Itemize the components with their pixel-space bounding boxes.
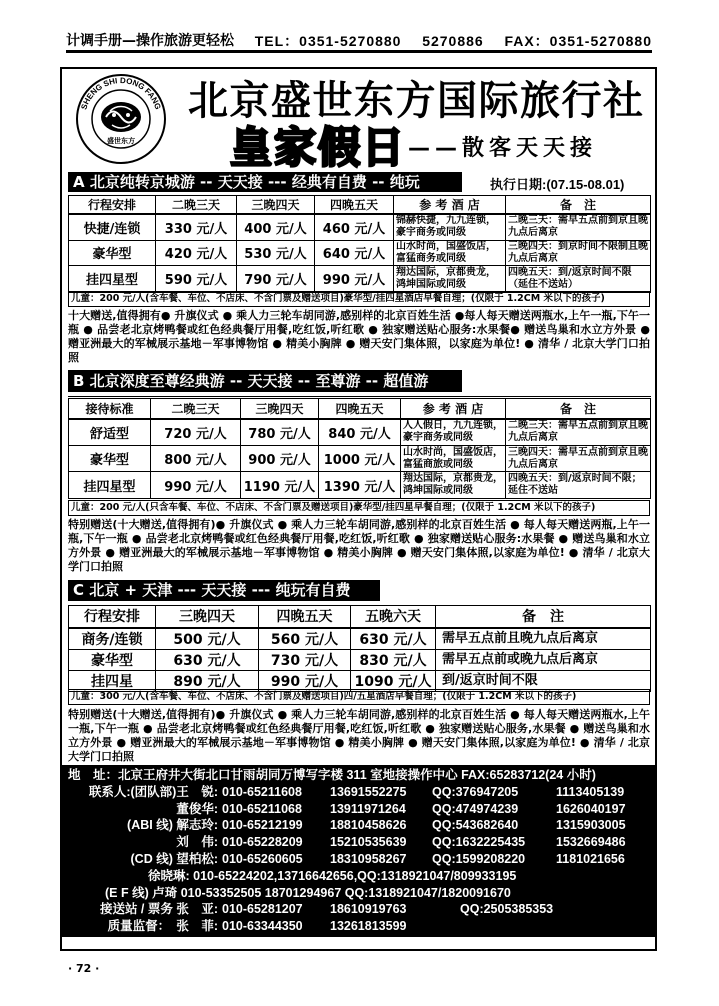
section-a-banner: A 北京纯转京城游 -- 天天接 --- 经典有自费 -- 纯玩 bbox=[68, 172, 462, 192]
price-cell: 630 元/人 bbox=[156, 649, 259, 670]
remark-cell: 三晚四天：需早五点前到京且晚九点后离京 bbox=[506, 446, 651, 472]
contact-phone: 010-63344350 bbox=[222, 919, 303, 934]
room-type: 豪华型 bbox=[69, 240, 156, 265]
col-header: 备 注 bbox=[506, 196, 651, 215]
contact-phone: 010-65281207 bbox=[222, 902, 303, 917]
contact-qq: QQ:474974239 bbox=[432, 801, 519, 816]
remark-cell: 四晚五天：到/返京时间不限；延住不送站 bbox=[506, 472, 651, 499]
col-header: 四晚五天 bbox=[259, 606, 351, 628]
header-tel: TEL：0351-5270880 bbox=[254, 33, 402, 49]
table-row bbox=[69, 628, 651, 650]
contact-qq-extra: 1113405139 bbox=[556, 784, 625, 799]
table-row bbox=[69, 419, 651, 446]
hotel-cell: 锦赫快捷，九九连锁，豪宇商务或同级 bbox=[394, 214, 506, 240]
contact-mobile: 13911971264 bbox=[330, 801, 406, 816]
children-note-c: 儿童：300 元/人(含车餐、车位、不店床、不含门票及赠送项目)四/五星酒店早餐自理；(仅限于 1.2CM 米以下的孩子) bbox=[68, 689, 650, 705]
contact-qq: QQ:376947205 bbox=[432, 784, 519, 799]
contact-label: 质量监督： 张 菲: bbox=[107, 919, 218, 934]
price-cell: 990 元/人 bbox=[151, 472, 241, 499]
contact-label: (CD 线) 望柏松: bbox=[130, 851, 218, 866]
col-header: 行程安排 bbox=[69, 606, 156, 628]
agency-name: 北京盛世东方国际旅行社 bbox=[188, 78, 645, 124]
price-cell: 400 元/人 bbox=[237, 214, 315, 240]
slogan-sub: ——散客天天接 bbox=[408, 136, 598, 161]
col-header: 接待标准 bbox=[69, 398, 151, 419]
price-cell: 630 元/人 bbox=[351, 628, 436, 650]
table-row bbox=[69, 472, 651, 499]
hotel-cell: 山水时尚，国盛饭店，富猛商旅或同级 bbox=[401, 446, 506, 472]
contact-qq: QQ:543682640 bbox=[432, 818, 519, 833]
col-header: 四晚五天 bbox=[319, 398, 401, 419]
remark-cell: 二晚三天：需早五点前到京且晚九点后离京 bbox=[506, 214, 651, 240]
price-cell: 560 元/人 bbox=[259, 628, 351, 650]
col-header: 三晚四天 bbox=[237, 196, 315, 215]
price-cell: 730 元/人 bbox=[259, 649, 351, 670]
col-header: 行程安排 bbox=[69, 196, 156, 215]
room-type: 挂四星 bbox=[69, 670, 156, 691]
contact-qq-extra: 1181021656 bbox=[556, 851, 625, 866]
price-table-a bbox=[68, 195, 651, 293]
price-cell: 1390 元/人 bbox=[319, 472, 401, 499]
col-header: 备 注 bbox=[436, 606, 651, 628]
gifts-b: 特别赠送(十大赠送,值得拥有)● 升旗仪式 ● 乘人力三轮车胡同游,感别样的北京百姓生活 ● 每人每天赠送两瓶,上午一瓶,下午一瓶 ● 品尝老北京烤鸭餐或红色经典餐厅用餐,吃红饭,听红歌 ● 独家赠送贴心服务:水果餐 ● 赠送鸟巢和水立方外景 ● 赠亚洲最大的军械展示基地－军事博物馆 ● 精美小胸牌 ● 赠天安门集体照,以家庭为单位! ● 清华 / 北京大学门口拍照 bbox=[68, 518, 650, 573]
price-table-b bbox=[68, 396, 651, 499]
price-cell: 1190 元/人 bbox=[241, 472, 319, 499]
contact-row-quality bbox=[68, 918, 655, 935]
children-note-a: 儿童：200 元/人(含车餐、车位、不店床、不含门票及赠送项目)豪华型/挂四星酒店早餐自理；(仅限于 1.2CM 米以下的孩子) bbox=[68, 291, 650, 307]
contact-row bbox=[68, 868, 655, 885]
room-type: 快捷/连锁 bbox=[69, 214, 156, 240]
price-cell: 990 元/人 bbox=[315, 265, 394, 292]
hotel-cell: 山水时尚，国盛饭店，富猛商务或同级 bbox=[394, 240, 506, 265]
price-cell: 800 元/人 bbox=[151, 446, 241, 472]
contact-qq-extra: 1626040197 bbox=[556, 801, 626, 816]
remark-cell: 二晚三天：需早五点前到京且晚九点后离京 bbox=[506, 419, 651, 446]
contact-line-lu: (E F 线) 卢琦 010-53352505 18701294967 QQ:1318921047/1820091670 bbox=[105, 885, 511, 900]
contact-box bbox=[62, 765, 655, 937]
header-fax: FAX：0351-5270880 bbox=[504, 33, 652, 49]
price-cell: 1000 元/人 bbox=[319, 446, 401, 472]
col-header: 参 考 酒 店 bbox=[401, 398, 506, 419]
contact-qq: QQ:1632225435 bbox=[432, 835, 526, 850]
contact-mobile: 18810458626 bbox=[330, 818, 407, 833]
price-cell: 790 元/人 bbox=[237, 265, 315, 292]
table-row bbox=[69, 649, 651, 670]
contact-mobile: 13261813599 bbox=[330, 919, 407, 934]
remark-cell: 需早五点前或晚九点后离京 bbox=[436, 649, 651, 670]
hotel-cell: 翔达国际，京都贵龙，鸿坤国际或同级 bbox=[394, 265, 506, 292]
hotel-cell: 人人假日，九九连锁，豪宇商务或同级 bbox=[401, 419, 506, 446]
page-number: · 72 · bbox=[68, 962, 100, 975]
col-header: 备 注 bbox=[506, 398, 651, 419]
hotel-cell: 翔达国际，京都贵龙，鸿坤国际或同级 bbox=[401, 472, 506, 499]
logo-ring-text: SHENG SHI DONG FANG bbox=[79, 75, 163, 111]
contact-row bbox=[68, 801, 655, 818]
address-line bbox=[68, 767, 655, 784]
slogan-main: 皇家假日 bbox=[230, 123, 407, 172]
price-cell: 830 元/人 bbox=[351, 649, 436, 670]
col-header: 三晚四天 bbox=[156, 606, 259, 628]
contact-row bbox=[68, 817, 655, 834]
price-cell: 720 元/人 bbox=[151, 419, 241, 446]
logo-seal-text: 盛世东方 bbox=[107, 137, 135, 145]
section-c-banner: C 北京 + 天津 --- 天天接 --- 纯玩有自费 bbox=[68, 580, 380, 601]
col-header: 参 考 酒 店 bbox=[394, 196, 506, 215]
col-header: 二晚三天 bbox=[156, 196, 237, 215]
contact-row bbox=[68, 834, 655, 851]
remark-cell: 需早五点前且晚九点后离京 bbox=[436, 628, 651, 650]
contact-label: 接送站 / 票务 张 亚: bbox=[99, 902, 218, 917]
table-row bbox=[69, 670, 651, 691]
price-cell: 840 元/人 bbox=[319, 419, 401, 446]
contact-mobile: 18310958267 bbox=[330, 851, 407, 866]
table-row bbox=[69, 214, 651, 240]
price-cell: 330 元/人 bbox=[156, 214, 237, 240]
contact-label: (ABI 线) 解志玲: bbox=[127, 818, 218, 833]
table-row bbox=[69, 446, 651, 472]
price-cell: 530 元/人 bbox=[237, 240, 315, 265]
table-row bbox=[69, 240, 651, 265]
contact-line-xu: 徐晓琳: 010-65224202,13716642656,QQ:1318921047/809933195 bbox=[148, 868, 517, 883]
remark-cell: 到/返京时间不限 bbox=[436, 670, 651, 691]
price-cell: 780 元/人 bbox=[241, 419, 319, 446]
price-cell: 500 元/人 bbox=[156, 628, 259, 650]
contact-mobile: 13691552275 bbox=[330, 784, 407, 799]
gifts-a: 十大赠送,值得拥有● 升旗仪式 ● 乘人力三轮车胡同游,感别样的北京百姓生活 ●每人每天赠送两瓶水,上午一瓶,下午一瓶 ● 品尝老北京烤鸭餐或红色经典餐厅用餐,吃红饭,听红歌 ● 独家赠送贴心服务:水果餐● 赠送鸟巢和水立方外景 ● 赠亚洲最大的军械展示基地－军事博物馆 ● 精美小胸牌 ● 赠天安门集体照，以家庭为单位! ● 清华 / 北京大学门口拍照 bbox=[68, 309, 650, 364]
logo-seal-icon bbox=[66, 73, 176, 165]
contact-row bbox=[68, 784, 655, 801]
room-type: 豪华型 bbox=[69, 446, 151, 472]
contact-label: 刘 伟: bbox=[176, 835, 218, 850]
contact-qq: QQ:1599208220 bbox=[432, 851, 526, 866]
col-header: 三晚四天 bbox=[241, 398, 319, 419]
col-header: 四晚五天 bbox=[315, 196, 394, 215]
price-cell: 900 元/人 bbox=[241, 446, 319, 472]
price-table-c bbox=[68, 605, 651, 692]
contact-qq-extra: 1315903005 bbox=[556, 818, 626, 833]
contact-phone: 010-65211068 bbox=[222, 801, 302, 816]
price-cell: 890 元/人 bbox=[156, 670, 259, 691]
contact-phone: 010-65212199 bbox=[222, 818, 303, 833]
address-text: 地 址：北京王府井大街北口甘雨胡同万博写字楼 311 室地接操作中心 FAX:65283712(24 小时) bbox=[68, 768, 596, 782]
contact-label: 联系人:(团队部)王 锐: bbox=[88, 784, 218, 799]
contact-row bbox=[68, 885, 655, 902]
room-type: 商务/连锁 bbox=[69, 628, 156, 650]
gifts-c: 特别赠送(十大赠送,值得拥有)● 升旗仪式 ● 乘人力三轮车胡同游,感别样的北京百姓生活 ● 每人每天赠送两瓶水,上午一瓶,下午一瓶 ● 品尝老北京烤鸭餐或红色经典餐厅用餐,吃红饭,听红歌 ● 独家赠送贴心服务,水果餐 ● 赠送鸟巢和水立方外景 ● 赠亚洲最大的军械展示基地－军事博物馆 ● 精美小胸牌 ● 赠天安门集体照,以家庭为单位! ● 清华 / 北京大学门口拍照 bbox=[68, 708, 650, 763]
contact-qq-extra: 1532669486 bbox=[556, 835, 626, 850]
remark-cell: 四晚五天：到/返京时间不限（延住不送站） bbox=[506, 265, 651, 292]
contact-mobile: 15210535639 bbox=[330, 835, 407, 850]
contact-phone: 010-65228209 bbox=[222, 835, 303, 850]
page-header bbox=[66, 31, 652, 53]
contact-mobile: 18610919763 bbox=[330, 902, 407, 917]
execution-date: 执行日期:(07.15-08.01) bbox=[490, 177, 625, 192]
children-note-b: 儿童：200 元/人(只含车餐、车位、不店床、不含门票及赠送项目)豪华型/挂四星早餐自理；(仅限于 1.2CM 米以下的孩子) bbox=[68, 500, 650, 516]
room-type: 舒适型 bbox=[69, 419, 151, 446]
table-row bbox=[69, 265, 651, 292]
contact-row-transfer bbox=[68, 901, 655, 918]
contact-qq: QQ:2505385353 bbox=[460, 902, 554, 917]
price-cell: 420 元/人 bbox=[156, 240, 237, 265]
price-cell: 1090 元/人 bbox=[351, 670, 436, 691]
price-cell: 640 元/人 bbox=[315, 240, 394, 265]
price-cell: 590 元/人 bbox=[156, 265, 237, 292]
agency-logo bbox=[66, 73, 176, 165]
contact-row bbox=[68, 851, 655, 868]
room-type: 挂四星型 bbox=[69, 472, 151, 499]
price-cell: 990 元/人 bbox=[259, 670, 351, 691]
contact-label: 董俊华: bbox=[176, 801, 218, 816]
header-title: 计调手册—操作旅游更轻松 bbox=[66, 33, 234, 49]
section-b-banner: B 北京深度至尊经典游 -- 天天接 -- 至尊游 -- 超值游 bbox=[68, 370, 462, 392]
contact-phone: 010-65211608 bbox=[222, 784, 302, 799]
contact-phone: 010-65260605 bbox=[222, 851, 303, 866]
room-type: 豪华型 bbox=[69, 649, 156, 670]
remark-cell: 三晚四天：到京时间不限制且晚九点后离京 bbox=[506, 240, 651, 265]
header-tel2: 5270886 bbox=[422, 33, 484, 49]
room-type: 挂四星型 bbox=[69, 265, 156, 292]
col-header: 五晚六天 bbox=[351, 606, 436, 628]
price-cell: 460 元/人 bbox=[315, 214, 394, 240]
col-header: 二晚三天 bbox=[151, 398, 241, 419]
